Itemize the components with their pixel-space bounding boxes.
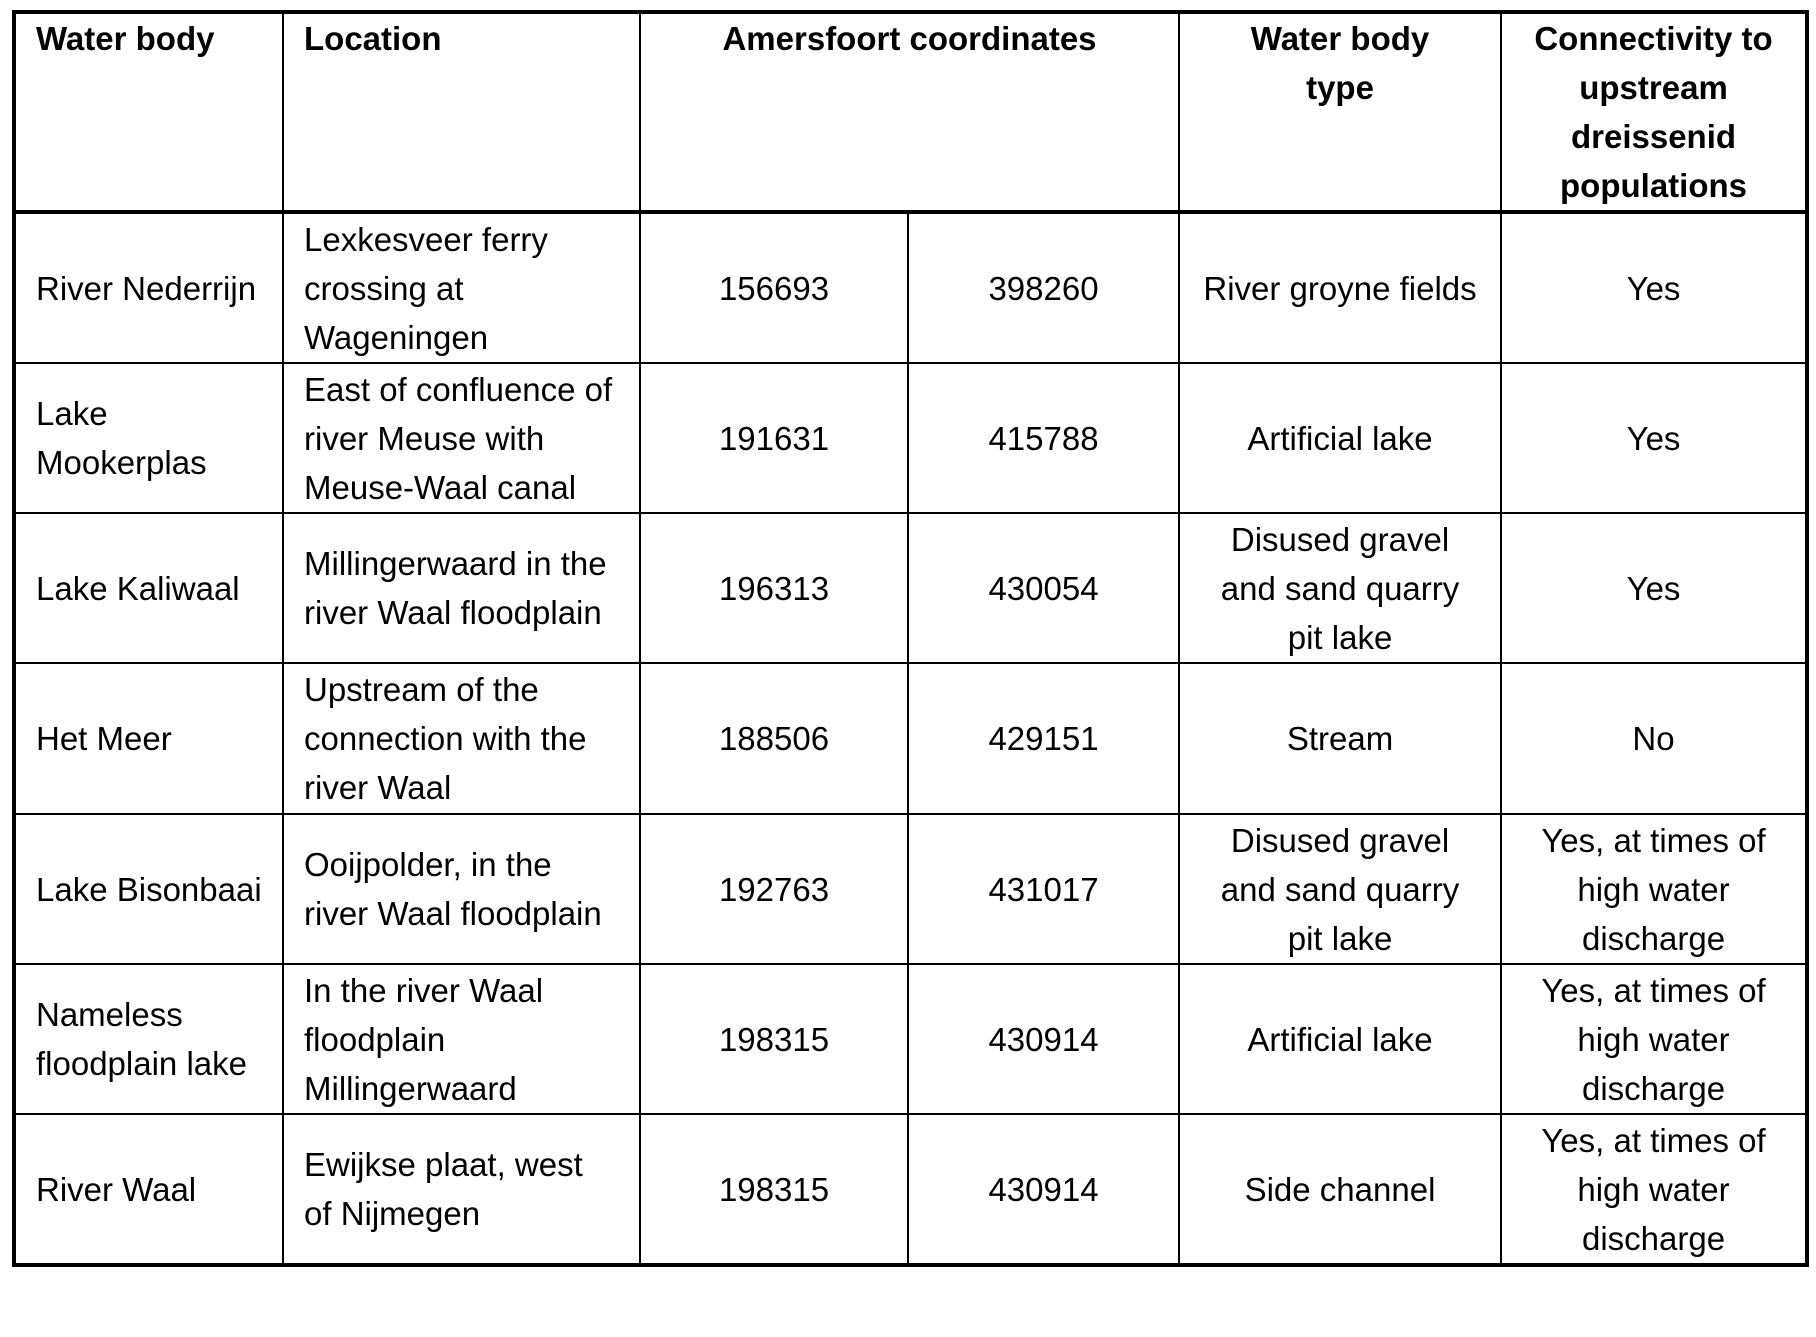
header-connectivity: Connectivity to upstream dreissenid populations [1501,12,1807,212]
water-body-table [12,10,1809,1267]
cell-connectivity: Yes [1501,212,1807,363]
cell-x: 198315 [640,1114,908,1265]
cell-location: Ooijpolder, in the river Waal floodplain [283,814,640,964]
header-row [14,12,1807,212]
cell-water-body: Lake Kaliwaal [14,513,283,663]
header-coordinates: Amersfoort coordinates [640,12,1179,212]
cell-connectivity: Yes [1501,363,1807,513]
cell-y: 430914 [908,1114,1179,1265]
cell-water-body: Lake Bisonbaai [14,814,283,964]
cell-water-body: Lake Mookerplas [14,363,283,513]
cell-water-body: Nameless floodplain lake [14,964,283,1114]
cell-y: 430054 [908,513,1179,663]
cell-water-body: River Waal [14,1114,283,1265]
cell-type: Artificial lake [1179,964,1501,1114]
cell-x: 192763 [640,814,908,964]
table-row [14,964,1807,1114]
cell-location: In the river Waal floodplain Millingerwaard [283,964,640,1114]
cell-location: Upstream of the connection with the river Waal [283,663,640,814]
cell-type: Disused gravel and sand quarry pit lake [1179,513,1501,663]
cell-location: Lexkesveer ferry crossing at Wageningen [283,212,640,363]
cell-connectivity: No [1501,663,1807,814]
cell-x: 198315 [640,964,908,1114]
cell-location: Millingerwaard in the river Waal floodplain [283,513,640,663]
header-type: Water body type [1179,12,1501,212]
table-row [14,212,1807,363]
cell-x: 196313 [640,513,908,663]
cell-location: East of confluence of river Meuse with Meuse-Waal canal [283,363,640,513]
cell-water-body: River Nederrijn [14,212,283,363]
cell-type: Stream [1179,663,1501,814]
table-row [14,814,1807,964]
cell-y: 431017 [908,814,1179,964]
cell-connectivity: Yes [1501,513,1807,663]
cell-type: Disused gravel and sand quarry pit lake [1179,814,1501,964]
cell-type: Artificial lake [1179,363,1501,513]
table-row [14,1114,1807,1265]
cell-connectivity: Yes, at times of high water discharge [1501,1114,1807,1265]
header-water-body: Water body [14,12,283,212]
cell-water-body: Het Meer [14,663,283,814]
cell-x: 188506 [640,663,908,814]
cell-y: 429151 [908,663,1179,814]
cell-y: 430914 [908,964,1179,1114]
cell-type: Side channel [1179,1114,1501,1265]
cell-connectivity: Yes, at times of high water discharge [1501,814,1807,964]
table-row [14,363,1807,513]
cell-location: Ewijkse plaat, west of Nijmegen [283,1114,640,1265]
header-location: Location [283,12,640,212]
cell-x: 191631 [640,363,908,513]
cell-y: 398260 [908,212,1179,363]
cell-type: River groyne fields [1179,212,1501,363]
cell-y: 415788 [908,363,1179,513]
cell-connectivity: Yes, at times of high water discharge [1501,964,1807,1114]
cell-x: 156693 [640,212,908,363]
table-row [14,513,1807,663]
table-row [14,663,1807,814]
